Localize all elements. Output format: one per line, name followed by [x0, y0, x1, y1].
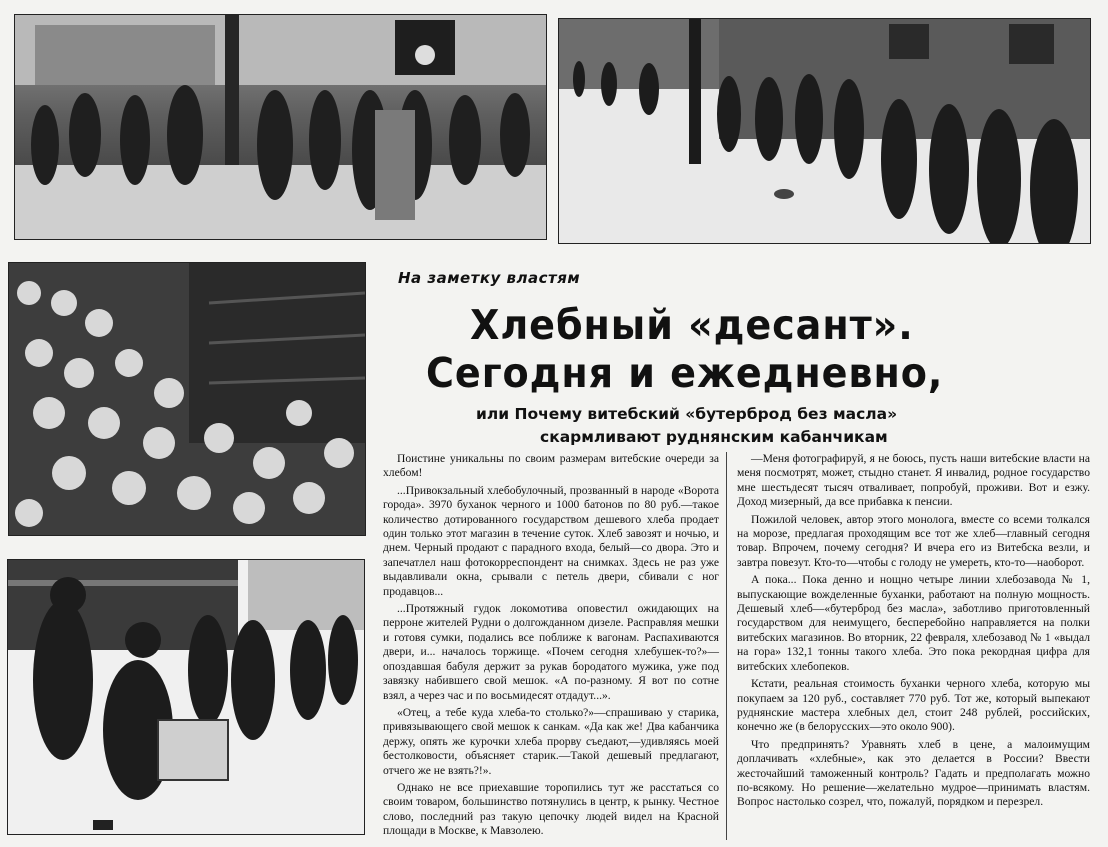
photo-sled-platform: [7, 559, 365, 835]
paragraph: Поистине уникальны по своим размерам витебские очереди за хлебом!: [383, 452, 719, 480]
headline-line-1: Хлебный «десант».: [470, 301, 914, 349]
paragraph: ...Привокзальный хлебобулочный, прозванный в народе «Ворота города». 3970 буханок черного и 1000 батонов по 80 руб.—такое количество дотированного государством дешевого хлеба продает один только этот магазин в течение суток. Хлеб завозят и ночью, и днем. Черный продают с парадного входа, белый—со двора. Это и запечатлел наш фотокорреспондент на снимках. Здесь не раз уже выдавливали окна, срывали с петель двери, сбивали с ног продавцов...: [383, 483, 719, 598]
photo-icon: [15, 15, 546, 239]
paragraph: «Отец, а тебе куда хлеба-то столько?»—спрашиваю у старика, привязывающего свой мешок к санкам. «Да как же! Два кабанчика держу, опять же курочки хлеба прорву съедают,—удивляясь моей бестолковости, объясняет старик.—Такой дешевый предлагают, отчего же не взять?!».: [383, 705, 719, 777]
photo-queue-street: [14, 14, 547, 240]
paragraph: Однако не все приехавшие торопились тут же расстаться со своим товаром, большинство потянулись в центр, к рынку. Честное слово, последний раз такую цепочку людей видел на Красной площади в Москве, к Мавзолею.: [383, 780, 719, 838]
subhead-line-1: или Почему витебский «бутерброд без масла»: [476, 405, 898, 423]
paragraph: Что предпринять? Уравнять хлеб в цене, а малоимущим доплачивать «хлебные», как это делается в России? Ввести жесточайший таможенный контроль? Гадать и предполагать можно по-всякому. Но решение—желательно мудрое—принимать властям. Вопрос настолько созрел, что, пожалуй, порядком и перезрел.: [737, 737, 1090, 809]
paragraph: Пожилой человек, автор этого монолога, вместе со всеми толкался на морозе, предлагая проходящим все тот же хлеб—главный сегодня товар. Впрочем, почему сегодня? И вчера его из Витебска везли, и завтра повезут. Кто-то—чтобы с голоду не умереть, кто-то—наоборот.: [737, 512, 1090, 569]
photo-icon: [559, 19, 1090, 243]
paragraph: Кстати, реальная стоимость буханки черного хлеба, которую мы покупаем за 120 руб., составляет 770 руб. Тот же, который выпекают руднянские мастера хлебных дел, стоит 248 рублей, российских, конечно же (в белорусских—это около 900).: [737, 677, 1090, 734]
photo-crowd-train: [8, 262, 366, 536]
article-kicker: На заметку властям: [398, 269, 581, 287]
paragraph: ...Протяжный гудок локомотива оповестил ожидающих на перроне жителей Рудни о долгожданном дизеле. Расправляя мешки и готовя сумки, подались все поближе к вагонам. Распахиваются двери, и... началось торжище. «Почем сегодня хлебушек-то?»—опоздавшая бабуля держит за рукав бородатого мужика, уже под завязку набившего свой мешок. «А по-разному. Я вот по сотне взял, а через час и по восьмидесят отдадут...».: [383, 602, 719, 702]
article-column-2: [737, 452, 1090, 813]
photo-icon: [8, 560, 364, 834]
paragraph: —Меня фотографируй, я не боюсь, пусть наши витебские власти на меня посмотрят, может, стыдно станет. Я инвалид, родное государство мне шестьдесят тысяч отваливает, попробуй, проживи. Вот и езжу. Доход мизерный, да все прибавка к пенсии.: [737, 452, 1090, 509]
photo-queue-snow: [558, 18, 1091, 244]
article-column-1: [383, 452, 719, 842]
column-divider: [726, 452, 727, 840]
photo-icon: [9, 263, 365, 535]
headline-line-2: Сегодня и ежедневно,: [426, 349, 944, 397]
subhead-line-2: скармливают руднянским кабанчикам: [540, 428, 888, 446]
paragraph: А пока... Пока денно и нощно четыре линии хлебозавода № 1, выпускающие вожделенные буханки, работают на полную мощность. Дешевый хлеб—«бутерброд без масла», заботливо приготовленный государством для неимущего, бесперебойно направляется на полки витебских магазинов. Во вторник, 22 февраля, хлебозавод № 1 «выдал на гора» 132,1 тонны такого хлеба. Это пока рекордная цифра для витебских хлебопеков.: [737, 573, 1090, 673]
